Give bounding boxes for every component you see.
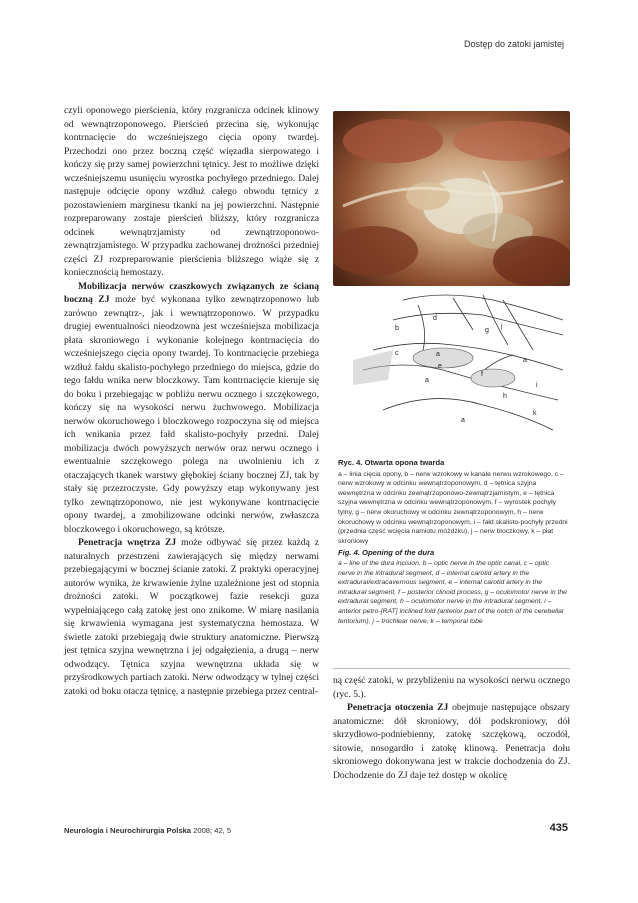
- figure-label: g: [485, 327, 489, 334]
- paragraph-heading: Penetracja otoczenia ZJ: [347, 702, 449, 713]
- caption-text-en: a – line of the dura incision, b – optic nerve in the optic canal, c – optic nerve in the intradural segment, d – internal carotid artery in the extradural/extracavernous segment, e – internal carotid artery in the intradural segment, f – posterior clinoid process, g – oculomotor nerve in the extradural segment, h – oculomotor nerve in the intradural segment, i – anterior petro-[RAT] inclined fold (anterior part of the notch of the cerebellar tentorium), j – trochlear nerve, k – temporal lobe: [338, 559, 567, 625]
- figure-label: a: [523, 357, 527, 364]
- paragraph-heading: Mobilizacja nerwów czaszkowych związanych ze ścianą boczną ZJ: [64, 280, 319, 305]
- divider: [333, 668, 570, 669]
- caption-text: a – linia cięcia opony, b – nerw wzrokowy w kanale nerwu wzrokowego, c – nerw wzrokowy w odcinku wewnątrzoponowym, d – tętnica szyjna wewnętrzna w odcinku zewnątrzoponowo-zewnątrzjamistym, e – tętnica szyjna wewnętrzna w odcinku wewnątrzoponowym, f – wyrostek pochyły tylny, g – nerw okoruchowy w odcinku zewnątrzoponowym, h – nerw okoruchowy w odcinku wewnątrzoponowym, i – fałd skalisto-pochyły przedni (przednia część wcięcia namiotu móżdżku), j – nerw bloczkowy, k – płat skroniowy: [338, 470, 568, 545]
- paragraph: Penetracja wnętrza ZJ może odbywać się przez każdą z naturalnych przestrzeni zawierających się między nerwami przebiegającymi w bocznej ścianie zatoki. Z praktyki operacyjnej autorów wynika, że krwawienie żylne uzależnione jest od stopnia drożności zatoki. W początkowej fazie resekcji guza wypełniającego całą zatokę jest ono znikome. W miarę nasilania się krwawienia wymagana jest systematyczna hemostaza. W świetle zatoki przebiegają dwie struktury anatomiczne. Pierwszą jest tętnica szyjna wewnętrzna i jej odgałęzienia, a drugą – nerw odwodzący. Tętnica szyjna wewnętrzna układa się w przyśrodkowych partiach zatoki. Nerw odwodzący w tylnej części zatoki od boku otacza tętnicę, a następnie przebiega przez central-: [64, 537, 319, 697]
- figure-label: a: [425, 377, 429, 384]
- figure-label: k: [533, 410, 537, 417]
- figure-label: f: [481, 371, 483, 378]
- running-head: Dostęp do zatoki jamistej: [463, 39, 564, 49]
- paragraph-heading: Penetracja wnętrza ZJ: [78, 537, 177, 548]
- paragraph: Penetracja otoczenia ZJ obejmuje następujące obszary anatomiczne: dół skroniowy, dół podskroniowy, dół skrzydłowo-podniebienny, zatokę szczękową, oczodół, sitowie, nosogardło i zatokę klinową. Penetracja dołu skroniowego dokonywana jest w trakcie dochodzenia do ZJ. Dochodzenie do ZJ daje też dostęp w okolicę: [333, 702, 570, 781]
- figure-label: a: [461, 417, 465, 424]
- figure-label: b: [395, 325, 399, 332]
- paragraph: Mobilizacja nerwów czaszkowych związanych ze ścianą boczną ZJ może być wykonana tylko zewnątrzoponowo lub zarówno zewnątrz-, jak i wewnątrzoponowo. W przypadku drugiej ewentualności nieodzowna jest wcześniejsza mobilizacja płata skroniowego i wykonanie kolejnego kontrnacięcia do wcześniejszego cięcia opony twardej. To kontrnacięcie przebiega wzdłuż fałdu skalisto-pochyłego przedniego do miejsca, gdzie do tego fałdu wnika nerw bloczkowy. Tam kontrnacięcie kieruje się do boku i przebiegając w pobliżu nerwu ocznego i szczękowego, kończy się na wysokości nerwu żuchwowego. Mobilizacja nerwów okoruchowego i bloczkowego rozpoczyna się od miejsca ich wnikania przez fałd skalisto-pochyły przedni. Dalej mobilizacja dwóch powyższych nerwów oraz nerwu ocznego i ewentualnie szczękowego polega na uwolnieniu ich z otaczających tkanek warstwy głębokiej ściany bocznej ZJ, tak by stały się przezroczyste. Gdy powyższy etap wykonywany jest tylko zewnątrzoponowo, nie jest wykonywane kontrnacięcie opony twardej, a zmobilizowane odcinki nerwów, zwłaszcza bloczkowego i okoruchowego, są krótsze.: [64, 280, 319, 535]
- caption-title: Ryc. 4. Otwarta opona twarda: [338, 458, 445, 467]
- figure-label: a: [436, 351, 440, 358]
- surgical-photo: [333, 111, 570, 286]
- caption-title-en: Fig. 4. Opening of the dura: [338, 548, 435, 558]
- anatomical-drawing: [333, 290, 570, 450]
- page-number: 435: [549, 822, 568, 834]
- figure-label: h: [503, 393, 507, 400]
- journal-footer: Neurologia i Neurochirurgia Polska 2008; 42, 5: [64, 826, 232, 835]
- figure-label: d: [433, 315, 437, 322]
- paragraph: czyli oponowego pierścienia, który rozgranicza odcinek klinowy od wewnątrzoponowego. Pierścień przecina się, wykonując kontrnacięcie do wcześniejszego cięcia opony twardej. Przechodzi ono przez boczną część więzadła sierpowatego i kończy się przy samej powierzchni tętnicy. Jest to możliwe dzięki wcześniejszemu usunięciu wyrostka pochyłego przedniego. Dalej następuje odcięcie opony wzdłuż całego obwodu tętnicy z pozostawieniem marginesu tkanki na jej powierzchni. Następnie rozpreparowany zostaje pierścień bliższy, który rozgranicza odcinek wewnątrzjamisty od zewnątrzoponowo-zewnątrzjamistego. W przypadku zachowanej drożności przedniej części ZJ rozpreparowanie pierścienia bliższego wiąże się z koniecznością hemostazy.: [64, 105, 319, 278]
- figure-label: e: [438, 363, 442, 370]
- figure-label: j: [501, 323, 503, 330]
- right-column: [333, 674, 570, 782]
- paragraph: ną część zatoki, w przybliżeniu na wysokości nerwu ocznego (ryc. 5.).: [333, 675, 570, 700]
- figure-caption: [338, 458, 568, 626]
- left-column: [64, 104, 319, 698]
- figure-label: i: [536, 382, 538, 389]
- figure-label: c: [395, 350, 399, 357]
